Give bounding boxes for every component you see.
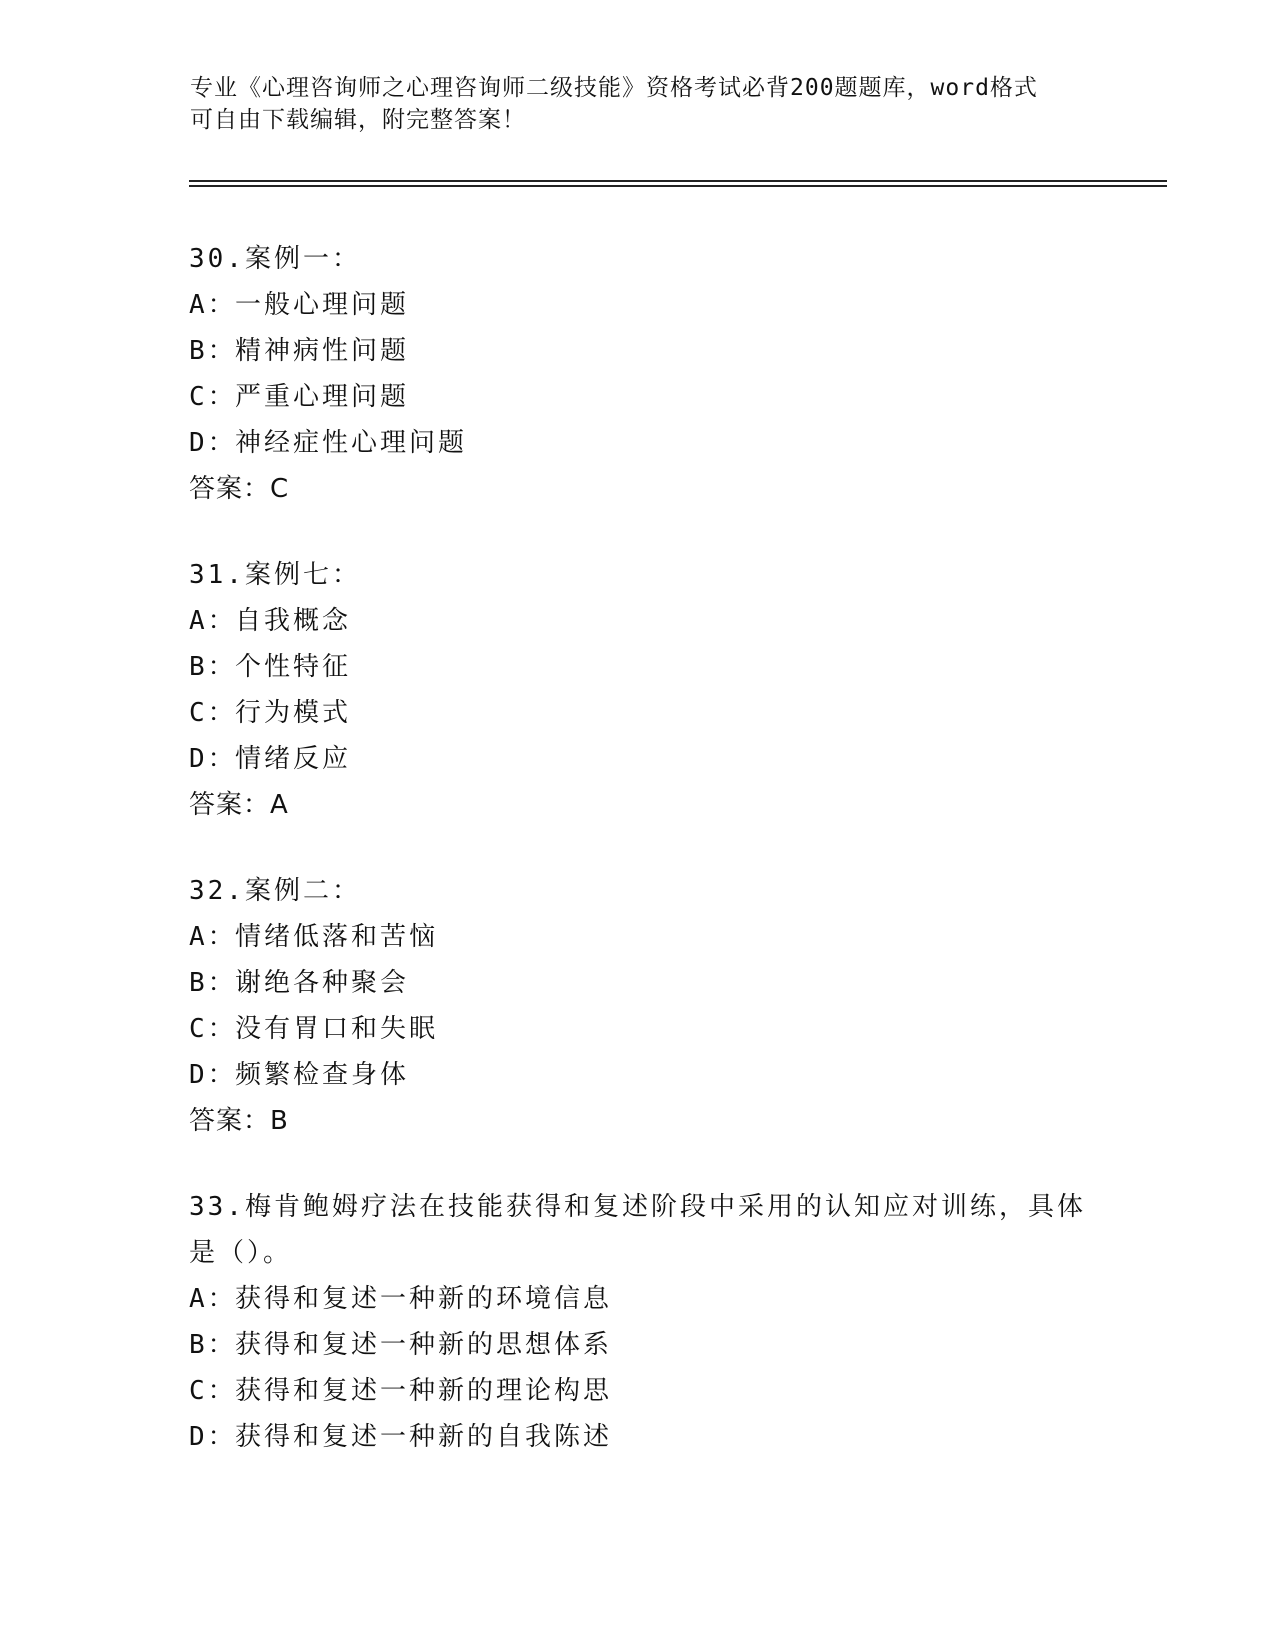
header-line-1: 专业《心理咨询师之心理咨询师二级技能》资格考试必背200题题库，word格式 bbox=[190, 75, 1038, 101]
option-letter: D： bbox=[189, 1060, 237, 1090]
option-letter: C： bbox=[189, 382, 237, 412]
option-d bbox=[189, 1414, 1089, 1460]
option-c bbox=[189, 374, 1089, 420]
option-d bbox=[189, 736, 1089, 782]
question-30 bbox=[189, 236, 1089, 512]
option-letter: A： bbox=[189, 606, 237, 636]
option-letter: B： bbox=[189, 336, 237, 366]
answer-line: 答案：A bbox=[189, 790, 289, 820]
option-b bbox=[189, 644, 1089, 690]
option-a bbox=[189, 914, 1089, 960]
header-divider-bottom bbox=[189, 185, 1167, 187]
option-c bbox=[189, 1368, 1089, 1414]
option-c bbox=[189, 690, 1089, 736]
option-letter: A： bbox=[189, 922, 237, 952]
option-a bbox=[189, 1276, 1089, 1322]
option-letter: D： bbox=[189, 744, 237, 774]
document-header bbox=[190, 72, 1090, 136]
option-text: 自我概念 bbox=[235, 606, 352, 636]
header-divider-top bbox=[189, 180, 1167, 182]
question-list bbox=[189, 236, 1089, 1500]
option-letter: B： bbox=[189, 1330, 237, 1360]
option-text: 获得和复述一种新的思想体系 bbox=[235, 1330, 613, 1360]
question-stem: 31.案例七： bbox=[189, 560, 361, 590]
option-a bbox=[189, 598, 1089, 644]
option-b bbox=[189, 328, 1089, 374]
option-letter: B： bbox=[189, 652, 237, 682]
answer-line: 答案：B bbox=[189, 1106, 289, 1136]
option-text: 情绪反应 bbox=[235, 744, 352, 774]
option-text: 行为模式 bbox=[235, 698, 352, 728]
option-text: 获得和复述一种新的自我陈述 bbox=[235, 1422, 613, 1452]
option-letter: A： bbox=[189, 1284, 237, 1314]
option-text: 获得和复述一种新的理论构思 bbox=[235, 1376, 613, 1406]
option-b bbox=[189, 1322, 1089, 1368]
option-b bbox=[189, 960, 1089, 1006]
option-a bbox=[189, 282, 1089, 328]
option-text: 谢绝各种聚会 bbox=[235, 968, 410, 998]
answer-line: 答案：C bbox=[189, 474, 290, 504]
option-text: 一般心理问题 bbox=[235, 290, 410, 320]
option-letter: D： bbox=[189, 428, 237, 458]
option-text: 没有胃口和失眠 bbox=[235, 1014, 439, 1044]
option-text: 神经症性心理问题 bbox=[235, 428, 468, 458]
option-text: 频繁检查身体 bbox=[235, 1060, 410, 1090]
option-d bbox=[189, 420, 1089, 466]
option-letter: C： bbox=[189, 698, 237, 728]
question-32 bbox=[189, 868, 1089, 1144]
option-letter: B： bbox=[189, 968, 237, 998]
question-stem: 30.案例一： bbox=[189, 244, 361, 274]
option-letter: A： bbox=[189, 290, 237, 320]
option-text: 精神病性问题 bbox=[235, 336, 410, 366]
option-letter: C： bbox=[189, 1376, 237, 1406]
question-stem: 33.梅肯鲍姆疗法在技能获得和复述阶段中采用的认知应对训练，具体是（）。 bbox=[189, 1192, 1086, 1268]
option-text: 获得和复述一种新的环境信息 bbox=[235, 1284, 613, 1314]
option-text: 严重心理问题 bbox=[235, 382, 410, 412]
option-text: 情绪低落和苦恼 bbox=[235, 922, 439, 952]
option-letter: C： bbox=[189, 1014, 237, 1044]
header-line-2: 可自由下载编辑，附完整答案！ bbox=[190, 107, 526, 133]
option-c bbox=[189, 1006, 1089, 1052]
question-33 bbox=[189, 1184, 1089, 1460]
option-d bbox=[189, 1052, 1089, 1098]
option-text: 个性特征 bbox=[235, 652, 352, 682]
question-31 bbox=[189, 552, 1089, 828]
question-stem: 32.案例二： bbox=[189, 876, 361, 906]
option-letter: D： bbox=[189, 1422, 237, 1452]
